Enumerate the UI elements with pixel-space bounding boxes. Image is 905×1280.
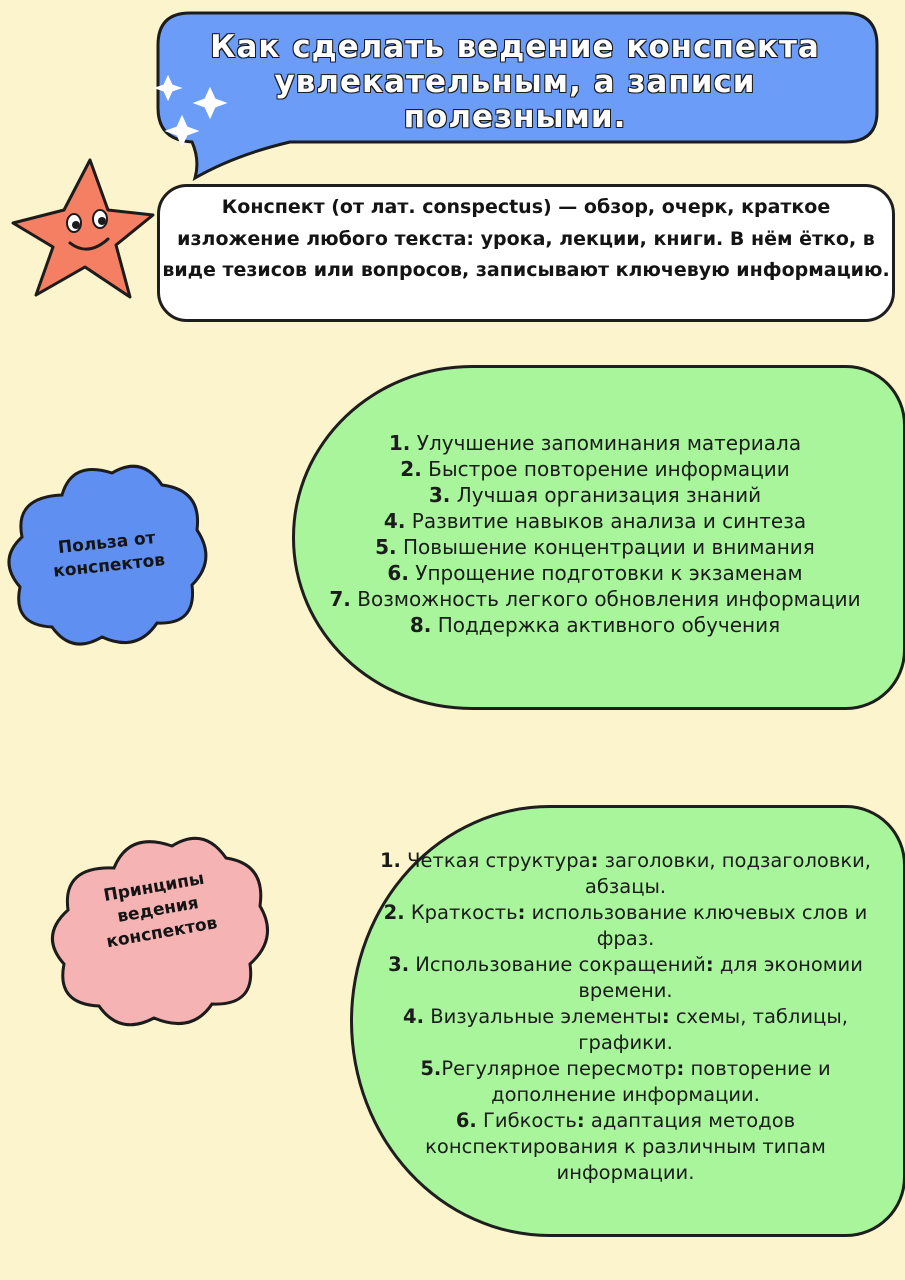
- benefits-label: Польза от конспектов: [52, 528, 166, 582]
- smiling-star-icon: [8, 155, 158, 303]
- list-item: 6. Гибкость: адаптация методов конспектирования к различным типам информации.: [425, 1109, 826, 1184]
- benefits-list: [300, 430, 890, 638]
- list-item: 1. Четкая структура: заголовки, подзаголовки, абзацы.: [379, 849, 871, 898]
- list-item: 1. Улучшение запоминания материала: [388, 431, 802, 455]
- list-item: 4. Развитие навыков анализа и синтеза: [383, 509, 807, 533]
- list-item: 5.Регулярное пересмотр: повторение и дополнение информации.: [420, 1057, 831, 1106]
- definition-text: Конспект (от лат. conspectus) — обзор, очерк, краткое изложение любого текста: урока, лекции, книги. В нём ётко, в виде тезисов или вопросов, записывают ключевую информацию.: [162, 196, 890, 281]
- list-item: 7. Возможность легкого обновления информации: [329, 587, 861, 611]
- page-title: Как сделать ведение конспекта увлекательным, а записи полезными.: [210, 29, 820, 135]
- list-item: 2. Краткость: использование ключевых слов и фраз.: [383, 901, 868, 950]
- list-item: 8. Поддержка активного обучения: [409, 613, 781, 637]
- principles-label: Принципы ведения конспектов: [102, 868, 219, 953]
- list-item: 2. Быстрое повторение информации: [400, 457, 790, 481]
- list-item: 3. Использование сокращений: для экономии времени.: [388, 953, 863, 1002]
- list-item: 6. Упрощение подготовки к экзаменам: [387, 561, 803, 585]
- principles-list: [368, 848, 883, 1186]
- list-item: 4. Визуальные элементы: схемы, таблицы, графики.: [403, 1005, 848, 1054]
- list-item: 5. Повышение концентрации и внимания: [375, 535, 815, 559]
- list-item: 3. Лучшая организация знаний: [428, 483, 762, 507]
